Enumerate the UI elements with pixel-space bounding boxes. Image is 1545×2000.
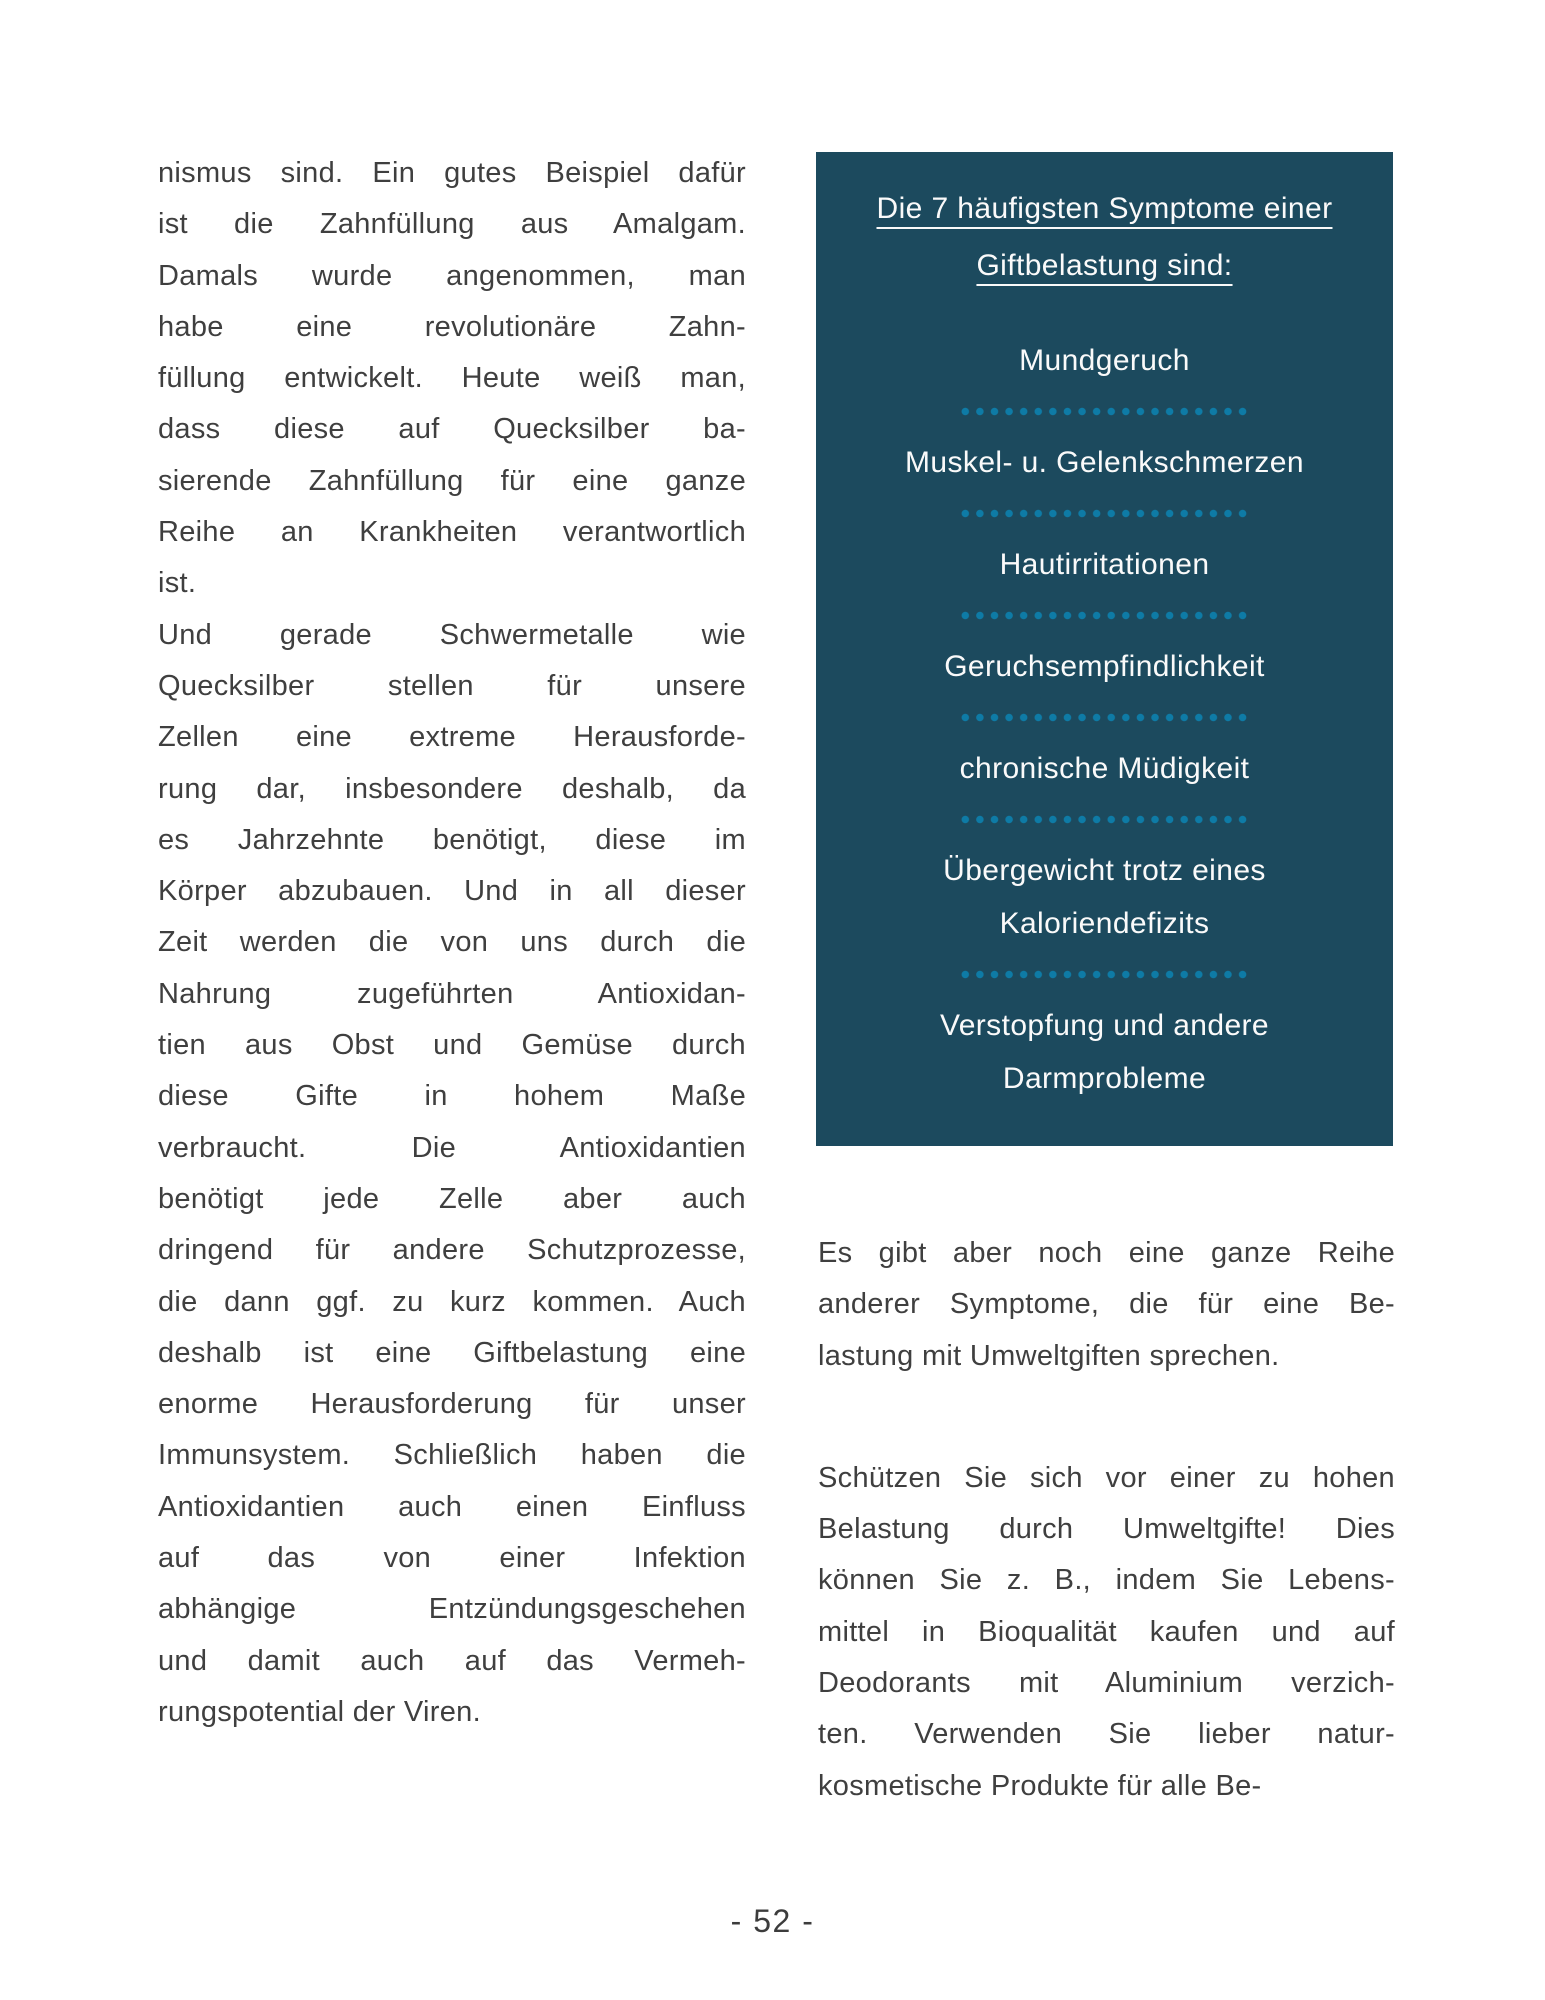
symptom-item-line: Darmprobleme: [1002, 1062, 1207, 1095]
text-line: nismus sind. Ein gutes Beispiel dafür: [158, 157, 746, 189]
text-line: Immunsystem. Schließlich haben die: [158, 1439, 746, 1472]
symptom-box-title-line: Giftbelastung sind:: [976, 249, 1233, 282]
symptom-item: [944, 640, 1265, 693]
symptom-item-line: Muskel- u. Gelenkschmerzen: [905, 446, 1304, 479]
text-line: Damals wurde angenommen, man: [158, 259, 746, 292]
text-line: und damit auch auf das Vermeh-: [158, 1644, 746, 1677]
left-text-column: [158, 148, 746, 1738]
dots-divider: [958, 407, 1250, 416]
text-line: tien aus Obst und Gemüse durch: [158, 1029, 746, 1062]
paragraph: [158, 610, 746, 1739]
text-line: Reihe an Krankheiten verantwortlich: [158, 516, 746, 549]
symptom-item-line: Hautirritationen: [999, 548, 1210, 581]
symptom-item-line: Mundgeruch: [1019, 344, 1190, 377]
right-text-column: [818, 1228, 1395, 1812]
text-line: auf das von einer Infektion: [158, 1542, 746, 1575]
text-line: es Jahrzehnte benötigt, diese im: [158, 823, 746, 856]
text-line: Zeit werden die von uns durch die: [158, 926, 746, 959]
symptom-box-title: [877, 180, 1333, 294]
text-line: mittel in Bioqualität kaufen und auf: [818, 1615, 1395, 1648]
text-line: anderer Symptome, die für eine Be-: [818, 1288, 1395, 1321]
symptom-item-line: Geruchsempfindlichkeit: [944, 650, 1265, 683]
text-line: Und gerade Schwermetalle wie: [158, 618, 746, 651]
paragraph: [818, 1453, 1395, 1812]
text-line: ist die Zahnfüllung aus Amalgam.: [158, 208, 746, 241]
paragraph: [818, 1228, 1395, 1382]
symptom-box-title-line: Die 7 häufigsten Symptome einer: [876, 192, 1333, 225]
dots-divider: [958, 815, 1250, 824]
text-line: füllung entwickelt. Heute weiß man,: [158, 362, 746, 395]
dots-divider: [958, 509, 1250, 518]
text-line: sierende Zahnfüllung für eine ganze: [158, 464, 746, 497]
symptom-list: [905, 334, 1304, 1105]
text-line: lastung mit Umweltgiften sprechen.: [818, 1339, 1280, 1372]
symptom-item-line: Verstopfung und andere: [939, 1009, 1270, 1042]
text-line: Schützen Sie sich vor einer zu hohen: [818, 1461, 1395, 1494]
text-line: die dann ggf. zu kurz kommen. Auch: [158, 1285, 746, 1318]
text-line: ten. Verwenden Sie lieber natur-: [818, 1718, 1395, 1751]
text-line: abhängige Entzündungsgeschehen: [158, 1593, 746, 1626]
text-line: können Sie z. B., indem Sie Lebens-: [818, 1564, 1395, 1597]
dots-divider: [958, 970, 1250, 979]
text-line: Quecksilber stellen für unsere: [158, 669, 746, 702]
text-line: dass diese auf Quecksilber ba-: [158, 413, 746, 446]
symptom-item-line: Kaloriendefizits: [999, 907, 1210, 940]
text-line: deshalb ist eine Giftbelastung eine: [158, 1336, 746, 1369]
text-line: Zellen eine extreme Herausforde-: [158, 721, 746, 754]
symptom-item: [940, 999, 1269, 1105]
text-line: Körper abzubauen. Und in all dieser: [158, 875, 746, 908]
dots-divider: [958, 713, 1250, 722]
text-line: rungspotential der Viren.: [158, 1695, 481, 1728]
symptom-item: [905, 436, 1304, 489]
text-line: dringend für andere Schutzprozesse,: [158, 1234, 746, 1267]
text-line: Belastung durch Umweltgifte! Dies: [818, 1513, 1395, 1546]
symptom-item: [960, 742, 1250, 795]
text-line: rung dar, insbesondere deshalb, da: [158, 772, 746, 805]
text-line: diese Gifte in hohem Maße: [158, 1080, 746, 1113]
text-line: ist.: [158, 567, 197, 600]
dots-divider: [958, 611, 1250, 620]
symptom-item-line: Übergewicht trotz eines: [943, 854, 1266, 887]
symptom-item: [943, 844, 1266, 950]
symptom-item: [1019, 334, 1190, 387]
text-line: enorme Herausforderung für unser: [158, 1388, 746, 1421]
text-line: Nahrung zugeführten Antioxidan-: [158, 977, 746, 1010]
symptom-item-line: chronische Müdigkeit: [959, 752, 1250, 785]
text-line: habe eine revolutionäre Zahn-: [158, 310, 746, 343]
symptom-item: [1000, 538, 1210, 591]
text-line: Es gibt aber noch eine ganze Reihe: [818, 1237, 1395, 1269]
text-line: kosmetische Produkte für alle Be-: [818, 1769, 1262, 1802]
text-line: Deodorants mit Aluminium verzich-: [818, 1667, 1395, 1700]
page-number: - 52 -: [730, 1903, 815, 1939]
text-line: Antioxidantien auch einen Einfluss: [158, 1490, 746, 1523]
paragraph: [158, 148, 746, 610]
text-line: verbraucht. Die Antioxidantien: [158, 1131, 746, 1164]
text-line: benötigt jede Zelle aber auch: [158, 1182, 746, 1215]
symptom-box: [816, 152, 1393, 1146]
